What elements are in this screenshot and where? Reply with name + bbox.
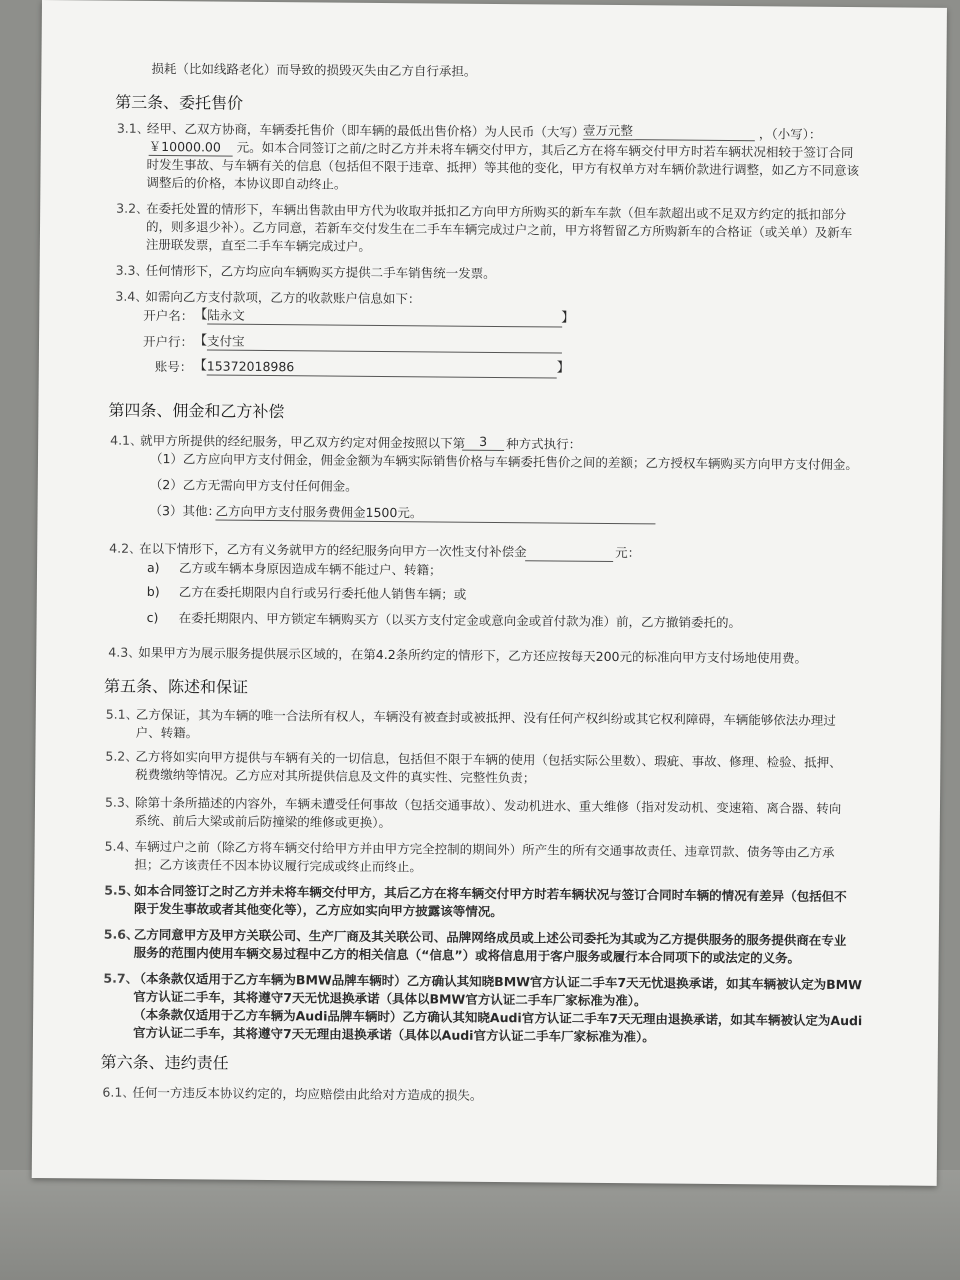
compensation-amount-field	[525, 544, 613, 562]
clause-5-7-number: 5.7、	[103, 970, 139, 986]
article-3-title: 第三条、委托售价	[115, 92, 244, 113]
account-number-label: 账号：	[154, 358, 193, 375]
clause-5-7-line: （本条款仅适用于乙方车辆为BMW品牌车辆时）乙方确认其知晓BMW官方认证二手车7天无忧退换承诺，如其车辆被认定为BMW	[133, 970, 862, 993]
clause-3-2-number: 3.2、	[116, 200, 149, 216]
account-number-field: 15372018986	[207, 358, 557, 378]
left-bracket: 【	[194, 307, 208, 323]
clause-5-4-line: 担；乙方该责任不因本协议履行完成或终止而终止。	[134, 856, 423, 875]
clause-3-1-text-b: 元。如本合同签订之前/之时乙方并未将车辆交付甲方，其后乙方在将车辆交付甲方时若车辆状况相较于签订合同	[236, 139, 854, 161]
commission-option-field: 3	[462, 434, 504, 451]
clause-3-1-line-2: 时发生事故、与车辆有关的信息（包括但不限于违章、抵押）等其他的变化，甲方有权单方对车辆价款进行调整，如乙方不同意该	[146, 156, 860, 179]
upper-amount-field: 壹万元整	[583, 123, 755, 142]
right-bracket: 】	[561, 310, 575, 326]
clause-3-3-number: 3.3、	[115, 262, 149, 278]
clause-5-3-number: 5.3、	[104, 794, 138, 810]
left-bracket: 【	[193, 333, 208, 349]
clause-3-3-text: 任何情形下，乙方均应向车辆购买方提供二手车销售统一发票。	[145, 262, 496, 281]
clause-5-3-line: 系统、前后大梁或前后防撞梁的维修或更换）。	[134, 812, 392, 831]
left-bracket: 【	[193, 358, 207, 374]
clause-3-2-line-1: 在委托处置的情形下，车辆出售款由甲方代为收取并抵扣乙方向甲方所购买的新车车款（但车款超出或不足双方约定的抵扣部分	[146, 200, 847, 223]
article-6-title: 第六条、违约责任	[100, 1052, 229, 1073]
clause-5-2-line: 税费缴纳等情况。乙方应对其所提供信息及文件的真实性、完整性负责；	[135, 766, 536, 786]
clause-6-1-number: 6.1、	[102, 1084, 135, 1100]
clause-5-2-line: 乙方将如实向甲方提供与车辆有关的一切信息，包括但不限于车辆的使用（包括实际公里数）、瑕疵、事故、修理、检验、抵押、	[135, 748, 842, 771]
clause-3-4-text: 如需向乙方支付款项，乙方的收款账户信息如下：	[145, 288, 421, 307]
clause-5-7-line: （本条款仅适用于乙方车辆为Audi品牌车辆时）乙方确认其知晓Audi官方认证二手车7天无理由退换承诺，如其车辆被认定为Audi	[133, 1006, 863, 1029]
clause-5-2-number: 5.2、	[105, 748, 138, 764]
clause-6-1-text: 任何一方违反本协议约定的，均应赔偿由此给对方造成的损失。	[132, 1084, 483, 1103]
document-page	[32, 0, 947, 1186]
item-text: 乙方或车辆本身原因造成车辆不能过户、转籍；	[178, 560, 442, 578]
clause-4-2-number: 4.2、	[109, 540, 142, 556]
clause-5-4-number: 5.4、	[104, 838, 138, 854]
clause-3-1-line-3: 调整后的价格，本协议即自动终止。	[146, 174, 347, 192]
option-1: （1）乙方应向甲方支付佣金，佣金金额为车辆实际销售价格与车辆委托售价之间的差额；乙方授权车辆购买方向甲方支付佣金。	[149, 450, 859, 473]
clause-4-1-number: 4.1、	[110, 432, 143, 448]
clause-5-3-line: 除第十条所描述的内容外，车辆未遭受任何事故（包括交通事故）、发动机进水、重大维修（指对发动机、变速箱、离合器、转向	[134, 794, 842, 817]
clause-5-7-line: 官方认证二手车，其将遵守7天无忧退换承诺（具体以BMW官方认证二手车厂家标准为准）。	[133, 988, 647, 1009]
clause-3-2-line-3: 注册联发票，直至二手车车辆完成过户。	[145, 236, 371, 254]
option-2: （2）乙方无需向甲方支付任何佣金。	[149, 476, 358, 494]
bank-field: 支付宝	[207, 333, 562, 353]
clause-4-1-text-a: 就甲方所提供的经纪服务，甲乙双方约定对佣金按照以下第	[140, 432, 466, 451]
item-marker: b)	[146, 583, 160, 600]
article-4-title: 第四条、佣金和乙方补偿	[108, 400, 285, 422]
tabletop	[0, 1170, 960, 1280]
item-marker: c)	[146, 609, 159, 626]
lower-amount-field: ￥10000.00	[149, 139, 233, 157]
clause-5-5-line: 如本合同签订之时乙方并未将车辆交付甲方，其后乙方在将车辆交付甲方时若车辆状况与签订合同时车辆的情况有差异（包括但不	[134, 882, 847, 905]
clause-5-6-line: 乙方同意甲方及甲方关联公司、生产厂商及其关联公司、品牌网络成员或上述公司委托为其或为乙方提供服务的服务提供商在专业	[133, 926, 847, 949]
account-holder-label: 开户名：	[143, 307, 194, 324]
clause-3-1-number: 3.1、	[116, 120, 150, 136]
clause-5-4-line: 车辆过户之前（除乙方将车辆交付给甲方并由甲方完全控制的期间外）所产生的所有交通事故责任、违章罚款、债务等由乙方承	[134, 838, 835, 860]
right-bracket: 】	[556, 360, 570, 376]
clause-5-6-line: 服务的范围内使用车辆交易过程中乙方的相关信息（“信息”）或将信息用于客户服务或履行本合同项下的或法定的义务。	[133, 944, 801, 966]
clause-4-3-text: 如果甲方为展示服务提供展示区域的，在第4.2条所约定的情形下，乙方还应按每天200元的标准向甲方支付场地使用费。	[138, 644, 808, 666]
option-3-label: （3）其他：	[149, 502, 221, 519]
clause-3-1-text-a: 经甲、乙双方协商，车辆委托售价（即车辆的最低出售价格）为人民币（大写）	[146, 120, 585, 140]
clause-4-3-number: 4.3、	[108, 644, 141, 660]
account-holder-field: 陆永文	[207, 307, 562, 327]
clause-5-5-line: 限于发生事故或者其他变化等），乙方应如实向甲方披露该等情况。	[134, 900, 503, 920]
item-marker: a)	[146, 559, 160, 576]
clause-5-6-number: 5.6、	[103, 926, 139, 942]
item-text: 乙方在委托期限内自行或另行委托他人销售车辆；或	[178, 584, 467, 602]
clause-4-2-text-a: 在以下情形下，乙方有义务就甲方的经纪服务向甲方一次性支付补偿金	[139, 540, 527, 560]
clause-5-5-number: 5.5、	[104, 882, 139, 898]
lower-amount-label: ，（小写）：	[758, 126, 822, 142]
clause-5-1-line: 户、转籍。	[135, 724, 199, 741]
clause-3-4-number: 3.4、	[115, 288, 148, 304]
article-5-title: 第五条、陈述和保证	[103, 676, 249, 697]
clause-4-1-text-b: 种方式执行：	[506, 436, 582, 452]
option-3-field: 乙方向甲方支付服务费佣金1500元。	[215, 504, 655, 525]
item-text: 在委托期限内、甲方锁定车辆购买方（以买方支付定金或意向金或首付款为准）前，乙方撤销委托的。	[178, 610, 742, 631]
bank-label: 开户行：	[142, 333, 194, 350]
clause-5-1-line: 乙方保证，其为车辆的唯一合法所有权人，车辆没有被查封或被抵押、没有任何产权纠纷或其它权利障碍，车辆能够依法办理过	[135, 706, 836, 728]
continuation-text: 损耗（比如线路老化）而导致的损毁灭失由乙方自行承担。	[151, 60, 477, 79]
clause-5-1-number: 5.1、	[105, 706, 139, 722]
clause-5-7-line: 官方认证二手车，其将遵守7天无理由退换承诺（具体以Audi官方认证二手车厂家标准为准）。	[132, 1024, 655, 1045]
clause-3-2-line-2: 的，则多退少补）。乙方同意，若新车交付发生在二手车车辆完成过户之前，甲方将暂留乙方所购新车的合格证（或关单）及新车	[145, 218, 853, 241]
clause-4-2-text-b: 元：	[615, 545, 641, 561]
